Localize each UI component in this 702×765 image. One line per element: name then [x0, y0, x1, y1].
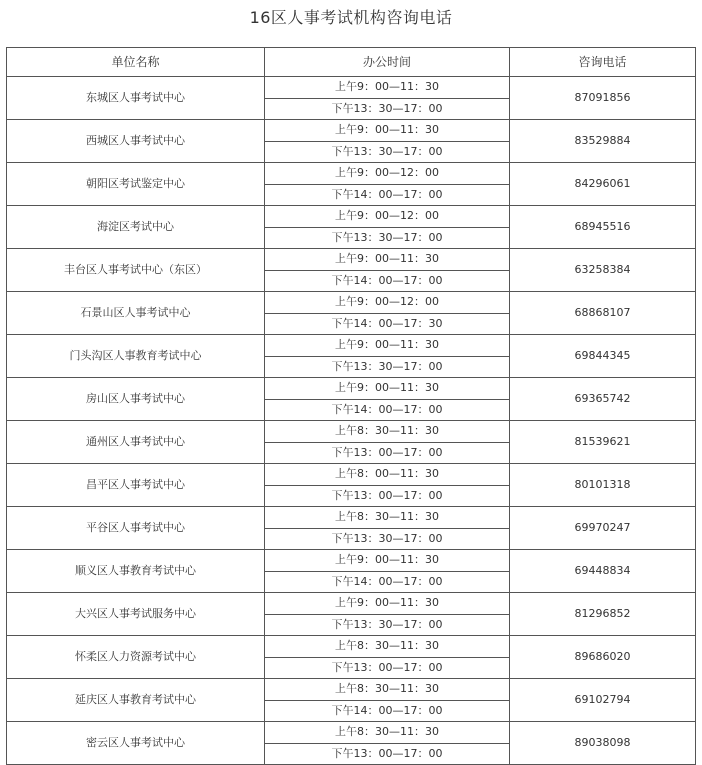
afternoon-hours-cell: 下午13：30—17：00 [265, 528, 510, 550]
unit-name-cell: 房山区人事考试中心 [7, 378, 265, 421]
table-row [7, 507, 696, 529]
morning-hours-cell: 上午9：00—12：00 [265, 163, 510, 185]
column-header-phone: 咨询电话 [510, 48, 696, 77]
phone-number-cell: 69365742 [510, 378, 696, 421]
phone-number-cell: 81296852 [510, 593, 696, 636]
table-header-row [7, 48, 696, 77]
afternoon-hours-cell: 下午13：30—17：00 [265, 227, 510, 249]
unit-name-cell: 大兴区人事考试服务中心 [7, 593, 265, 636]
phone-number-cell: 69448834 [510, 550, 696, 593]
phone-number-cell: 68945516 [510, 206, 696, 249]
table-row [7, 378, 696, 400]
morning-hours-cell: 上午8：30—11：30 [265, 722, 510, 744]
table-row [7, 593, 696, 615]
afternoon-hours-cell: 下午13：00—17：00 [265, 442, 510, 464]
phone-number-cell: 69102794 [510, 679, 696, 722]
phone-number-cell: 89038098 [510, 722, 696, 765]
morning-hours-cell: 上午9：00—11：30 [265, 335, 510, 357]
afternoon-hours-cell: 下午13：00—17：00 [265, 743, 510, 765]
phone-number-cell: 63258384 [510, 249, 696, 292]
afternoon-hours-cell: 下午14：00—17：00 [265, 700, 510, 722]
table-row [7, 335, 696, 357]
phone-number-cell: 80101318 [510, 464, 696, 507]
afternoon-hours-cell: 下午13：30—17：00 [265, 356, 510, 378]
unit-name-cell: 朝阳区考试鉴定中心 [7, 163, 265, 206]
morning-hours-cell: 上午9：00—11：30 [265, 77, 510, 99]
phone-number-cell: 69970247 [510, 507, 696, 550]
unit-name-cell: 延庆区人事教育考试中心 [7, 679, 265, 722]
afternoon-hours-cell: 下午13：30—17：00 [265, 141, 510, 163]
unit-name-cell: 顺义区人事教育考试中心 [7, 550, 265, 593]
table-row [7, 292, 696, 314]
table-row [7, 249, 696, 271]
morning-hours-cell: 上午9：00—11：30 [265, 593, 510, 615]
morning-hours-cell: 上午9：00—11：30 [265, 120, 510, 142]
phone-number-cell: 83529884 [510, 120, 696, 163]
phone-number-cell: 84296061 [510, 163, 696, 206]
unit-name-cell: 东城区人事考试中心 [7, 77, 265, 120]
morning-hours-cell: 上午9：00—11：30 [265, 378, 510, 400]
column-header-unit: 单位名称 [7, 48, 265, 77]
unit-name-cell: 通州区人事考试中心 [7, 421, 265, 464]
table-row [7, 163, 696, 185]
unit-name-cell: 门头沟区人事教育考试中心 [7, 335, 265, 378]
table-row [7, 464, 696, 486]
page-title: 16区人事考试机构咨询电话 [249, 8, 453, 27]
unit-name-cell: 西城区人事考试中心 [7, 120, 265, 163]
table-row [7, 421, 696, 443]
unit-name-cell: 密云区人事考试中心 [7, 722, 265, 765]
table-row [7, 679, 696, 701]
afternoon-hours-cell: 下午14：00—17：30 [265, 313, 510, 335]
unit-name-cell: 昌平区人事考试中心 [7, 464, 265, 507]
unit-name-cell: 海淀区考试中心 [7, 206, 265, 249]
morning-hours-cell: 上午8：30—11：30 [265, 636, 510, 658]
column-header-hours: 办公时间 [265, 48, 510, 77]
afternoon-hours-cell: 下午14：00—17：00 [265, 184, 510, 206]
afternoon-hours-cell: 下午14：00—17：00 [265, 270, 510, 292]
phone-number-cell: 89686020 [510, 636, 696, 679]
afternoon-hours-cell: 下午13：00—17：00 [265, 657, 510, 679]
morning-hours-cell: 上午8：00—11：30 [265, 464, 510, 486]
table-row [7, 550, 696, 572]
unit-name-cell: 平谷区人事考试中心 [7, 507, 265, 550]
morning-hours-cell: 上午9：00—11：30 [265, 550, 510, 572]
afternoon-hours-cell: 下午13：30—17：00 [265, 98, 510, 120]
morning-hours-cell: 上午9：00—12：00 [265, 292, 510, 314]
unit-name-cell: 丰台区人事考试中心（东区） [7, 249, 265, 292]
afternoon-hours-cell: 下午14：00—17：00 [265, 399, 510, 421]
phone-number-cell: 69844345 [510, 335, 696, 378]
afternoon-hours-cell: 下午13：30—17：00 [265, 614, 510, 636]
table-row [7, 722, 696, 744]
table-row [7, 77, 696, 99]
morning-hours-cell: 上午8：30—11：30 [265, 679, 510, 701]
phone-number-cell: 68868107 [510, 292, 696, 335]
table-body [7, 77, 696, 765]
morning-hours-cell: 上午8：30—11：30 [265, 421, 510, 443]
phone-number-cell: 81539621 [510, 421, 696, 464]
phone-number-cell: 87091856 [510, 77, 696, 120]
table-row [7, 120, 696, 142]
unit-name-cell: 石景山区人事考试中心 [7, 292, 265, 335]
morning-hours-cell: 上午8：30—11：30 [265, 507, 510, 529]
afternoon-hours-cell: 下午14：00—17：00 [265, 571, 510, 593]
table-row [7, 206, 696, 228]
afternoon-hours-cell: 下午13：00—17：00 [265, 485, 510, 507]
morning-hours-cell: 上午9：00—12：00 [265, 206, 510, 228]
morning-hours-cell: 上午9：00—11：30 [265, 249, 510, 271]
table-row [7, 636, 696, 658]
contact-table [6, 47, 696, 765]
unit-name-cell: 怀柔区人力资源考试中心 [7, 636, 265, 679]
